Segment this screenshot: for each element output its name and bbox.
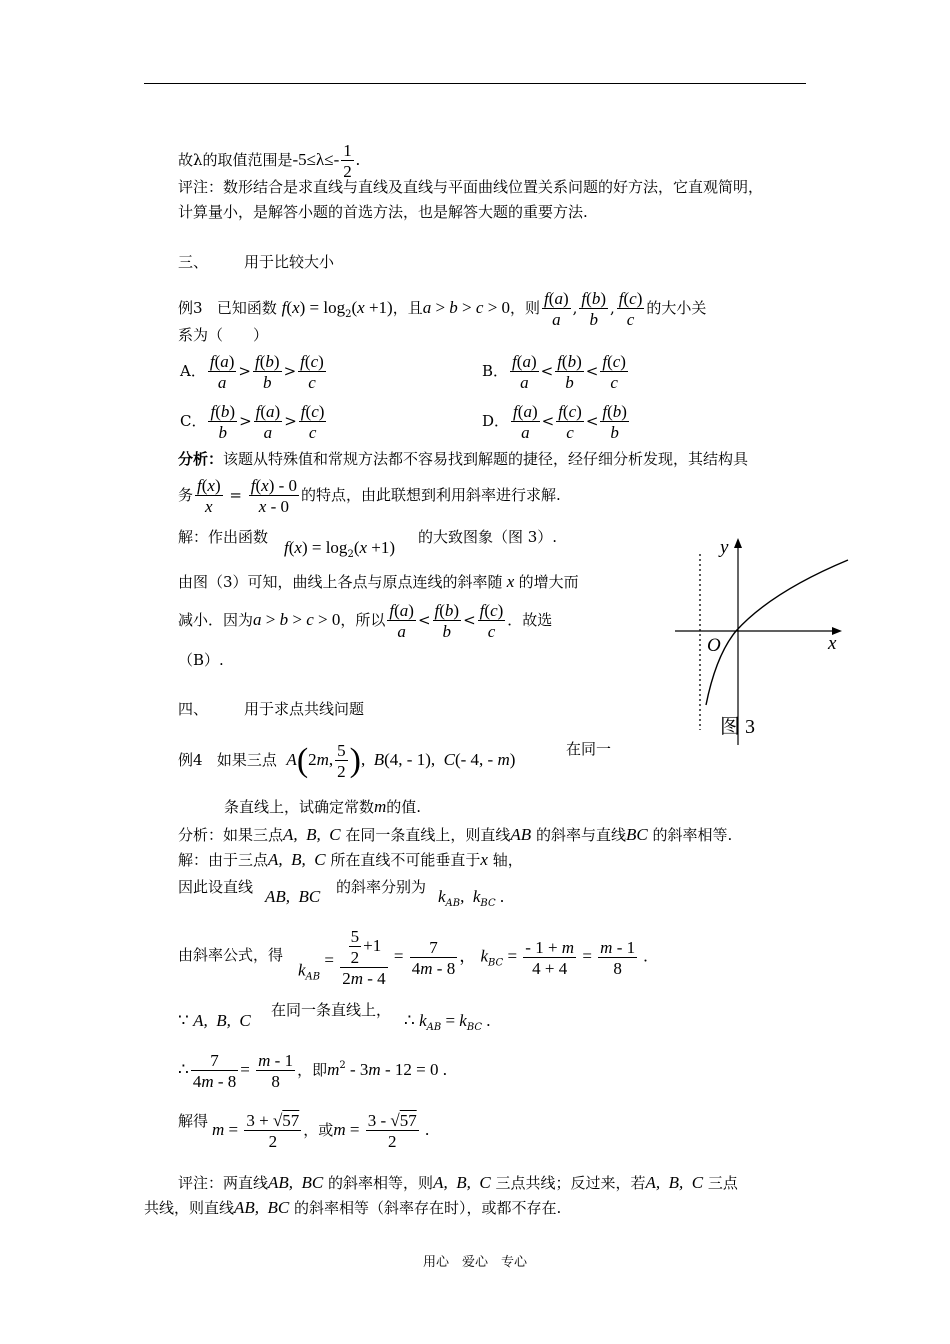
ex3-line1: 例3 已知函数 $f(x) = \log_2(x +1)$，且a > b > c > 0，则 $\frac{f(a)}{a}$ , $\frac{f(b)}{b}$ , $\frac{f(c)}{c}$ 的大小关 <box>178 289 707 329</box>
header-rule <box>144 83 806 84</box>
option-c-label: C． <box>180 412 207 430</box>
review1-cont: 计算量小，是解答小题的首选方法，也是解答大题的重要方法. <box>178 203 588 221</box>
ex3-text1: 已知函数 <box>216 299 277 317</box>
y-axis-arrow <box>734 538 742 548</box>
option-a-label: A． <box>180 362 206 380</box>
conclusion-line: 故λ的取值范围是-5≤λ≤- $\frac{1}{2}$ . <box>178 141 360 181</box>
sol-line1 <box>178 530 268 545</box>
sol-label: 解：作出函数 <box>178 528 269 546</box>
ex4-text3: 条直线上，试确定常数 <box>224 798 375 816</box>
ex4-line1: 例4 如果三点 A(2m, $\frac{5}{2}$ ), B(4, - 1), C(- 4, - m) <box>178 741 516 781</box>
ex4-sol: 解：由于三点A, B, C 所在直线不可能垂直于x 轴， <box>178 850 523 869</box>
ex4-sol-c: 轴， <box>492 851 523 869</box>
solve-line: m = $\frac{3 + √57}{2}$ ，或m = $\frac{3 - √57}{2}$ . <box>212 1111 430 1151</box>
option-b-label: B． <box>482 362 509 380</box>
review2-line2: 共线，则直线AB, BC 的斜率相等（斜率存在时），或都不存在. <box>144 1198 562 1217</box>
sol-line2-text: 由图（3）可知，曲线上各点与原点连线的斜率随 <box>178 573 503 591</box>
ex4-line2: 条直线上，试确定常数m的值. <box>224 797 422 816</box>
review2-c: 三点共线；反过来，若 <box>495 1174 646 1192</box>
sol-line3-b: ，所以 <box>340 611 386 629</box>
fig-caption: 图 3 <box>720 716 755 738</box>
section4-num: 四、 <box>178 700 209 718</box>
ex3-line2: 系为（ ） <box>178 326 269 344</box>
sol-line4: （B）. <box>178 651 224 669</box>
ex4-label: 例4 <box>178 751 203 769</box>
therefore-text: ，即 <box>297 1061 328 1079</box>
because-text: 在同一条直线上， <box>271 1001 392 1019</box>
ex4-sol-a: 解：由于三点 <box>178 851 269 869</box>
figure-3 <box>670 530 850 745</box>
option-c: C． $\frac{f(b)}{b}$ > $\frac{f(a)}{a}$ > $\frac{f(c)}{c}$ <box>180 402 325 442</box>
review2-d: 三点 <box>707 1174 738 1192</box>
ex4-analysis: 分析：如果三点A, B, C 在同一条直线上，则直线AB 的斜率与直线BC 的斜率相等. <box>178 825 733 844</box>
analysis-text2b: 的特点，由此联想到利用斜率进行求解. <box>301 486 561 504</box>
sol-line2: 由图（3）可知，曲线上各点与原点连线的斜率随 x 的增大而 <box>178 572 579 591</box>
page-footer: 用心 爱心 专心 <box>422 1255 527 1270</box>
sol-line2-b: 的增大而 <box>518 573 579 591</box>
ex4-analysis-b: 在同一条直线上，则直线 <box>345 826 511 844</box>
conclusion-text: 故λ的取值范围是 <box>178 151 293 169</box>
sol-line3: 减小．因为a > b > c > 0，所以 $\frac{f(a)}{a}$ < $\frac{f(b)}{b}$ < $\frac{f(c)}{c}$ ．故选 <box>178 601 553 641</box>
conclusion-range: -5≤λ≤- <box>292 150 340 169</box>
analysis-label: 分析： <box>178 450 224 468</box>
review2-e: 共线，则直线 <box>144 1199 235 1217</box>
analysis-text: 该题从特殊值和常规方法都不容易找到解题的捷径，经仔细分析发现，其结构具 <box>223 450 749 468</box>
review1: 评注：数形结合是求直线与直线及直线与平面曲线位置关系问题的好方法，它直观简明， <box>178 178 764 196</box>
option-b: B． $\frac{f(a)}{a}$ < $\frac{f(b)}{b}$ < $\frac{f(c)}{c}$ <box>482 352 626 392</box>
log-curve <box>706 560 848 705</box>
ex4-slopes: $k_{AB}$, $k_{BC}$ . <box>438 887 505 909</box>
ex3-text4: 的大小关 <box>646 299 707 317</box>
ex3-text2: ，且 <box>392 299 423 317</box>
ex4-sol2 <box>178 880 253 895</box>
ex4-analysis-d: 的斜率相等. <box>652 826 733 844</box>
fig-origin-label: O <box>707 635 721 656</box>
analysis-line1 <box>178 452 748 467</box>
ex3-func: f <box>281 298 287 317</box>
sol-line3-a: 减小．因为 <box>178 611 254 629</box>
ex4-sol2-a: 因此设直线 <box>178 878 254 896</box>
ex4-ab-bc: AB, BC <box>265 887 321 906</box>
analysis-line2: 务 $\frac{f(x)}{x}$ = $\frac{f(x) - 0}{x - 0}$ 的特点，由此联想到利用斜率进行求解. <box>178 476 561 516</box>
analysis-text2a: 务 <box>178 486 194 504</box>
ex4-text1: 如果三点 <box>216 751 277 769</box>
fig-y-label: y <box>720 537 729 558</box>
review2-f: 的斜率相等（斜率存在时），或都不存在. <box>294 1199 562 1217</box>
ex3-label: 例3 <box>178 299 203 317</box>
ex4-analysis-c: 的斜率与直线 <box>535 826 626 844</box>
option-d: D． $\frac{f(a)}{a}$ < $\frac{f(c)}{c}$ < $\frac{f(b)}{b}$ <box>482 402 627 442</box>
ex4-text3b: 的值. <box>386 798 422 816</box>
sol-text: 的大致图象（图 3）. <box>418 528 558 546</box>
review2-a: 评注：两直线 <box>178 1174 269 1192</box>
ex3-text3: ，则 <box>510 299 541 317</box>
ex4-analysis-a: 分析：如果三点 <box>178 826 284 844</box>
section4-title: 用于求点共线问题 <box>244 700 365 718</box>
sol-func: $f(x) = \log_2(x +1)$ <box>284 538 396 560</box>
section3-title: 用于比较大小 <box>244 253 335 271</box>
review2-b: 的斜率相等，则 <box>328 1174 434 1192</box>
ex4-sol-b: 所在直线不可能垂直于 <box>330 851 481 869</box>
because-line: ∵ A, B, C <box>178 1011 251 1030</box>
solve-label: 解得 <box>178 1112 209 1130</box>
slope-formula: $k_{AB}$ = $\frac{5}{2}$ +1 2m - 4 = $\frac{7}{4m - 8}$ ， $k_{BC}$ = $\frac{- 1 + m}{4 + 4}$ = $\frac{m - 1}{8}$ . <box>298 927 648 988</box>
fig-x-label: x <box>828 633 837 654</box>
ex4-text2: 在同一 <box>566 740 612 758</box>
review2-line1: 评注：两直线AB, BC 的斜率相等，则A, B, C 三点共线；反过来，若A, B, C 三点 <box>178 1173 738 1192</box>
option-a: A． $\frac{f(a)}{a}$ > $\frac{f(b)}{b}$ > $\frac{f(c)}{c}$ <box>180 352 324 392</box>
section3-num: 三、 <box>178 253 209 271</box>
therefore-line: ∴ $\frac{7}{4m - 8}$ = $\frac{m - 1}{8}$ ，即$m^2 - 3m - 12 = 0$ . <box>178 1051 447 1091</box>
sol-line3-c: ．故选 <box>507 611 553 629</box>
option-d-label: D． <box>482 412 510 430</box>
fraction-half: $\frac{1}{2}$ <box>343 141 352 181</box>
solve-or: ，或 <box>303 1121 334 1139</box>
ex4-sol2-b: 的斜率分别为 <box>336 878 427 896</box>
slope-formula-label: 由斜率公式，得 <box>178 946 284 964</box>
because-conclusion: ∴ $k_{AB} = k_{BC}$ . <box>404 1011 491 1033</box>
